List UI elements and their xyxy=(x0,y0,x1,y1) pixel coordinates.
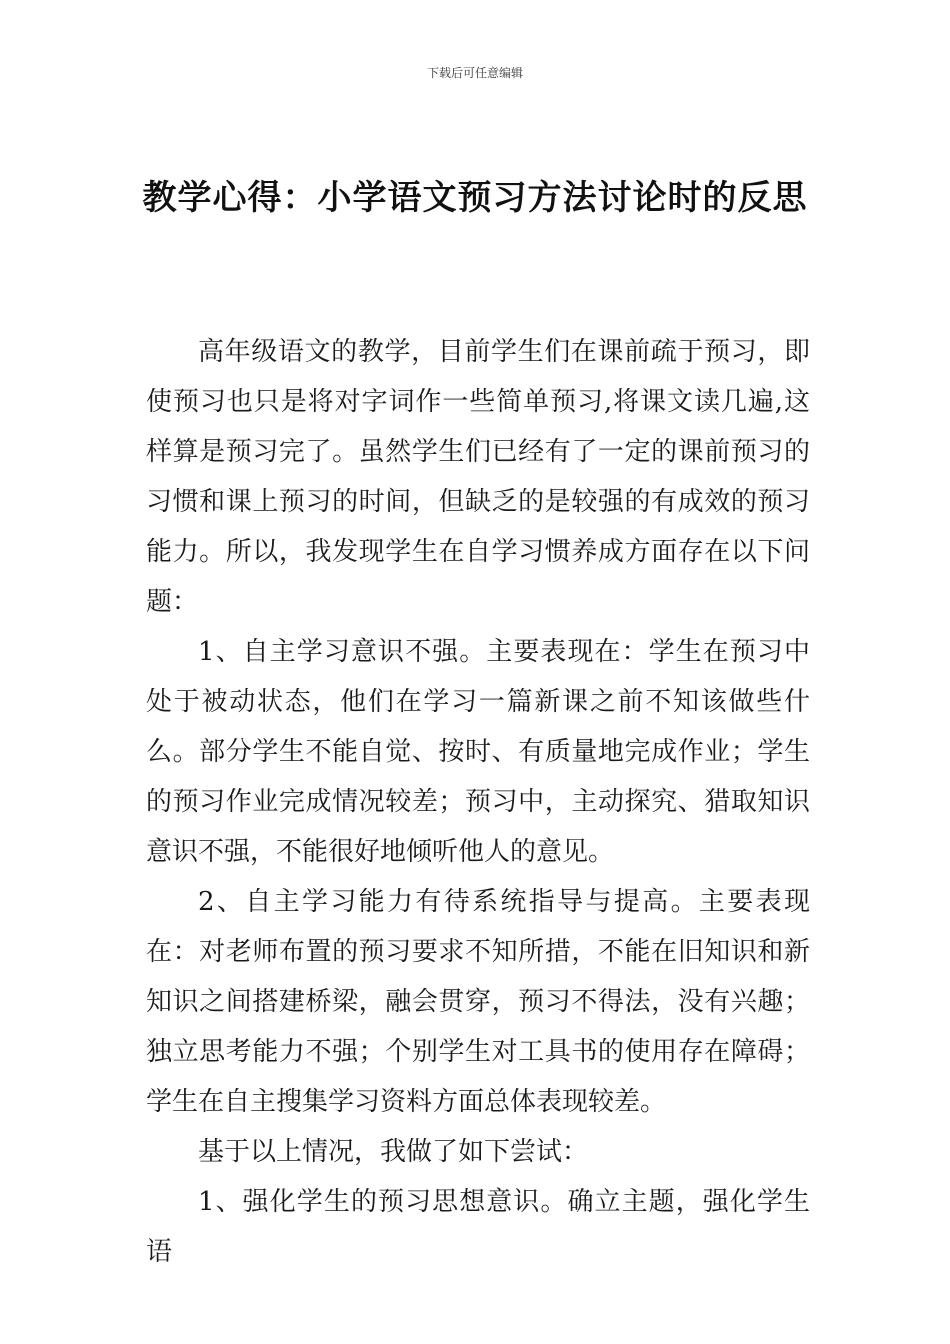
paragraph-problem-2: 2、自主学习能力有待系统指导与提高。主要表现在：对老师布置的预习要求不知所措，不能在旧知识和新知识之间搭建桥梁，融会贯穿，预习不得法，没有兴趣；独立思考能力不强；个别学生对工具书的使用存在障碍；学生在自主搜集学习资料方面总体表现较差。 xyxy=(146,887,810,1117)
paragraph-transition: 基于以上情况，我做了如下尝试： xyxy=(198,1137,589,1167)
document-body xyxy=(146,327,810,1277)
header-note: 下载后可任意编辑 xyxy=(426,66,523,80)
paragraph-problem-1: 1、自主学习意识不强。主要表现在：学生在预习中处于被动状态，他们在学习一篇新课之前不知该做些什么。部分学生不能自觉、按时、有质量地完成作业；学生的预习作业完成情况较差；预习中，主动探究、猎取知识意识不强，不能很好地倾听他人的意见。 xyxy=(146,637,810,867)
paragraph-intro: 高年级语文的教学，目前学生们在课前疏于预习，即使预习也只是将对字词作一些简单预习,将课文读几遍,这样算是预习完了。虽然学生们已经有了一定的课前预习的习惯和课上预习的时间，但缺乏的是较强的有成效的预习能力。所以，我发现学生在自学习惯养成方面存在以下问题： xyxy=(146,337,810,617)
paragraph-measure-1: 1、强化学生的预习思想意识。确立主题，强化学生语 xyxy=(146,1187,810,1267)
document-title: 教学心得：小学语文预习方法讨论时的反思 xyxy=(142,178,808,218)
